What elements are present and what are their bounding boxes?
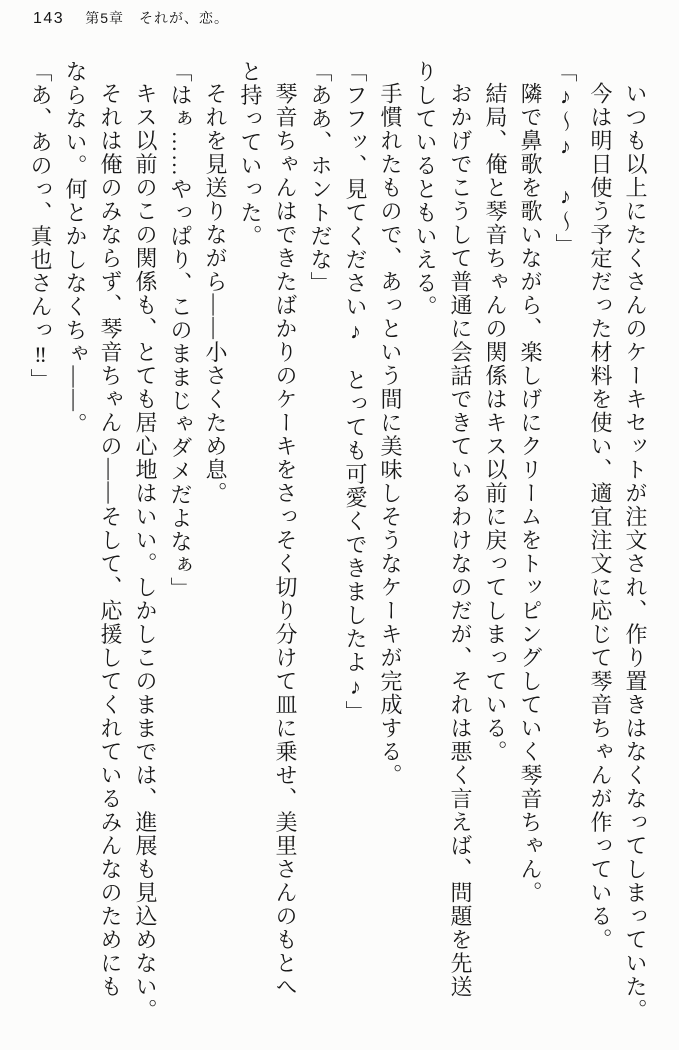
chapter-title: 第5章 それが、恋。 bbox=[85, 10, 229, 26]
text-line: キス以前のこの関係も、とても居心地はいい。しかしこのままでは、進展も見込めない。 bbox=[133, 82, 158, 1022]
text-line: 「はぁ……やっぱり、このままじゃダメだよなぁ」 bbox=[168, 60, 193, 601]
text-line: ならない。何とかしなくちゃ――。 bbox=[63, 60, 88, 436]
page-text bbox=[23, 60, 653, 1040]
text-line: 手慣れたもので、あっという間に美味しそうなケーキが完成する。 bbox=[378, 82, 403, 787]
running-head bbox=[33, 8, 229, 28]
text-line: それを見送りながら――小さくため息。 bbox=[203, 82, 228, 505]
text-line: 「♪～♪ ♪～」 bbox=[553, 60, 578, 257]
text-line: それは俺のみならず、琴音ちゃんの――そして、応援してくれているみんなのためにも bbox=[98, 82, 123, 999]
text-line: りしているともいえる。 bbox=[413, 60, 438, 319]
page-number: 143 bbox=[33, 10, 65, 27]
text-line: 「フフッ、見てください♪ とっても可愛くできましたよ♪」 bbox=[343, 60, 368, 724]
text-line: いつも以上にたくさんのケーキセットが注文され、作り置きはなくなってしまっていた。 bbox=[623, 82, 648, 1022]
text-line: 「あ、あのっ、真也さんっ‼」 bbox=[28, 60, 53, 392]
text-line: おかげでこうして普通に会話できているわけなのだが、それは悪く言えば、問題を先送 bbox=[448, 82, 473, 999]
text-line: 今は明日使う予定だった材料を使い、適宜注文に応じて琴音ちゃんが作っている。 bbox=[588, 82, 613, 952]
text-line: 隣で鼻歌を歌いながら、楽しげにクリームをトッピングしていく琴音ちゃん。 bbox=[518, 82, 543, 905]
text-line: 結局、俺と琴音ちゃんの関係はキス以前に戻ってしまっている。 bbox=[483, 82, 508, 764]
text-line: 琴音ちゃんはできたばかりのケーキをさっそく切り分けて皿に乗せ、美里さんのもとへ bbox=[273, 82, 298, 999]
text-line: と持っていった。 bbox=[238, 60, 263, 248]
text-line: 「ああ、ホントだな」 bbox=[308, 60, 333, 295]
